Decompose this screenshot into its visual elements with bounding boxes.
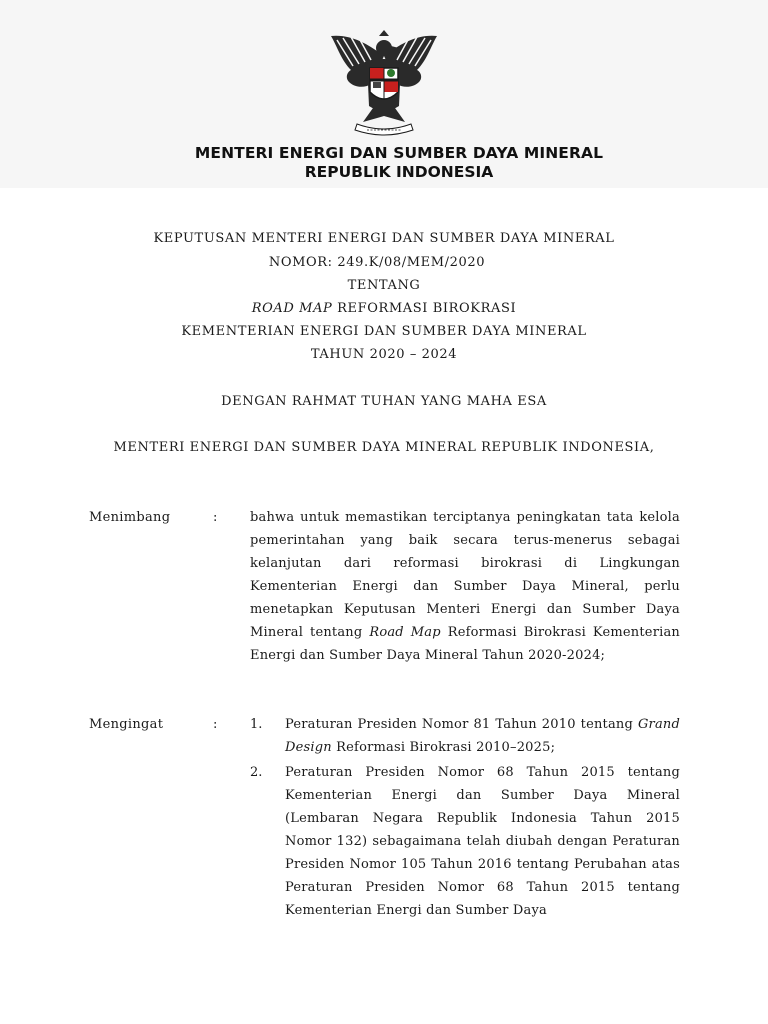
letterhead — [0, 0, 768, 188]
menimbang-colon: : — [213, 510, 218, 525]
decree-number — [0, 255, 768, 270]
menimbang-text-italic: Road Map — [369, 625, 441, 640]
decree-subject-italic: ROAD MAP — [251, 301, 333, 316]
decree-issuer: MENTERI ENERGI DAN SUMBER DAYA MINERAL REPUBLIK INDONESIA, — [113, 440, 655, 455]
mengingat-item-1-number: 1. — [250, 717, 263, 732]
mengingat-item-1 — [285, 713, 680, 759]
menimbang-text-a: bahwa untuk memastikan terciptanya peningkatan tata kelola pemerintahan yang baik secara terus-menerus sebagai kelanjutan dari reformasi birokrasi di Lingkungan Kementerian Energi dan Sumber Daya Mineral, perlu menetapkan Keputusan Menteri Energi dan Sumber Daya Mineral tentang — [250, 510, 680, 640]
menimbang-paragraph — [250, 506, 680, 667]
decree-ministry: KEMENTERIAN ENERGI DAN SUMBER DAYA MINERAL — [181, 324, 587, 339]
letterhead-title: MENTERI ENERGI DAN SUMBER DAYA MINERAL — [194, 144, 604, 162]
decree-title: KEPUTUSAN MENTERI ENERGI DAN SUMBER DAYA MINERAL — [153, 231, 615, 246]
decree-about: TENTANG — [347, 278, 421, 293]
letterhead-subtitle: REPUBLIK INDONESIA — [304, 163, 494, 181]
mengingat-label: Mengingat — [89, 717, 164, 732]
mengingat-item-1-text-a: Peraturan Presiden Nomor 81 Tahun 2010 tentang — [285, 717, 638, 732]
decree-blessing: DENGAN RAHMAT TUHAN YANG MAHA ESA — [221, 394, 547, 409]
mengingat-item-2: Peraturan Presiden Nomor 68 Tahun 2015 tentang Kementerian Energi dan Sumber Daya Mineral (Lembaran Negara Republik Indonesia Tahun 2015 Nomor 132) sebagaimana telah diubah dengan Peraturan Presiden Nomor 105 Tahun 2016 tentang Perubahan atas Peraturan Presiden Nomor 68 Tahun 2015 tentang Kementerian Energi dan Sumber Daya — [285, 765, 680, 918]
mengingat-colon: : — [213, 717, 218, 732]
menimbang-text-b: Reformasi Birokrasi Kementerian Energi dan Sumber Daya Mineral Tahun 2020-2024; — [250, 625, 680, 663]
mengingat-item-1-text-b: Reformasi Birokrasi 2010–2025; — [331, 740, 556, 755]
decree-years: TAHUN 2020 – 2024 — [310, 347, 458, 362]
mengingat-item-2-number: 2. — [250, 765, 263, 780]
decree-subject-rest: REFORMASI BIROKRASI — [332, 301, 517, 316]
menimbang-label: Menimbang — [89, 510, 171, 525]
decree-number-text: NOMOR: 249.K/08/MEM/2020 — [268, 255, 486, 270]
mengingat-item-1-text-italic: Grand Design — [285, 717, 680, 755]
garuda-emblem-icon — [323, 26, 445, 138]
decree-subject — [0, 301, 768, 316]
